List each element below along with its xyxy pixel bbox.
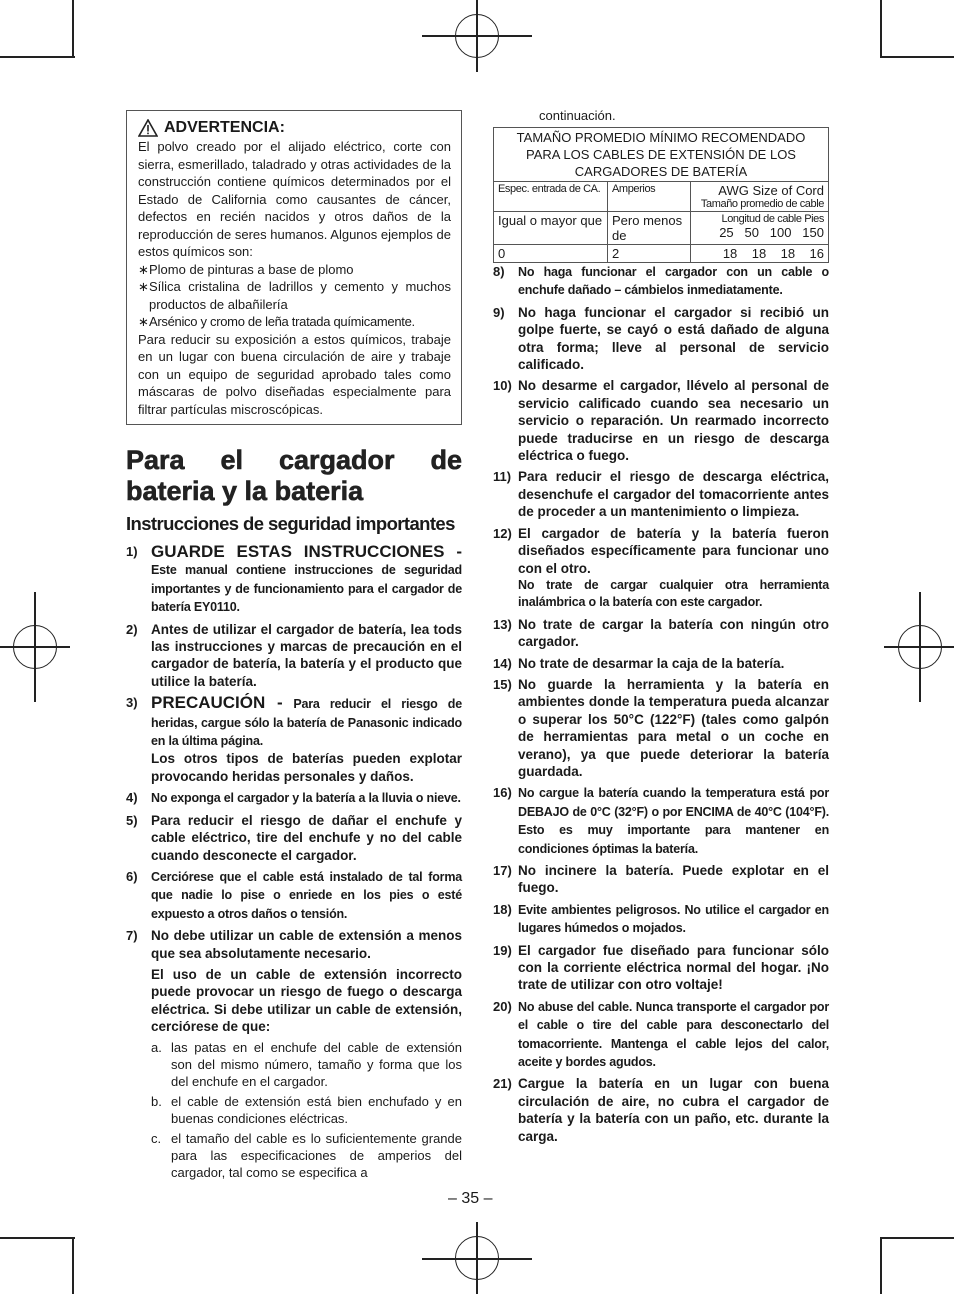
list-item: 18) Evite ambientes peligrosos. No utilice el cargador en lugares húmedos o mojados. [493, 901, 829, 936]
list-item: 16) No cargue la batería cuando la temperatura está por DEBAJO de 0°C (32°F) o por ENCIMA de 40°C (104°F). Esto es muy importante para mantener en condiciones óptimas la batería. [493, 785, 829, 856]
asterisk-icon: ∗ [138, 261, 149, 277]
list-item: 9) No haga funcionar el cargador si recibió un golpe fuerte, se cayó o está dañado de alguna otra forma; lleve al personal de servicio calificado. [493, 304, 829, 373]
table-cell: 18 18 18 16 [691, 245, 829, 263]
list-item: 20) No abuse del cable. Nunca transporte el cargador por el cable o tire del cable para desconectarlo del tomacorriente. Mantenga el cable lejos del calor, aceite y bordes agudos. [493, 998, 829, 1070]
crop-mark [880, 56, 954, 58]
sub-list-item: a. las patas en el enchufe del cable de extensión son del mismo número, tamaño y forma que los del enchufe en el cargador. [151, 1039, 462, 1090]
asterisk-icon: ∗ [138, 314, 149, 329]
list-item: 13) No trate de cargar la batería con ningún otro cargador. [493, 616, 829, 650]
extension-cord-table [493, 127, 829, 263]
warning-bullet: ∗Arsénico y cromo de leña tratada químicamente. [138, 314, 415, 329]
crop-mark [880, 1237, 954, 1239]
warning-bullet: ∗Sílica cristalina de ladrillos y cemento y muchos productos de albañilería [138, 279, 451, 312]
list-item: 21) Cargue la batería en un lugar con buena circulación de aire, no cubra el cargador de batería y la batería con un paño, etc. durante la carga. [493, 1076, 829, 1144]
left-column [126, 110, 462, 1186]
sub-list-item: c. el tamaño del cable es lo suficientemente grande para las especificaciones de amperios del cargador, tal como se especifica a [151, 1130, 462, 1181]
warning-body: El polvo creado por el alijado eléctrico, corte con sierra, esmerillado, taladrado y otras actividades de la construcción contiene químicos determinados por el Estado de California como causantes de cáncer, defectos en recién nacidos y otros daños de la reproducción de seres humanos. Algunos ejemplos de estos químicos son: [138, 139, 451, 259]
table-header: TAMAÑO PROMEDIO MÍNIMO RECOMENDADO PARA LOS CABLES DE EXTENSIÓN DE LOS CARGADORES DE BATERÍA [494, 128, 829, 182]
instruction-list [126, 543, 462, 1182]
instruction-list [493, 263, 829, 1145]
list-item: 15) No guarde la herramienta y la batería en ambientes donde la temperatura pueda alcanzar o superar los 50°C (122°F) (tales como galpón de herramientas para metal o un coche en verano), ya que puede deteriorar la batería guardada. [493, 676, 829, 779]
crop-mark [0, 56, 75, 58]
list-item: 14) No trate de desarmar la caja de la batería. [493, 655, 785, 671]
registration-mark-line [476, 0, 478, 72]
warning-closing: Para reducir su exposición a estos químicos, trabaje en un lugar con buena circulación de aire y trabaje con un equipo de seguridad aprobado tales como máscaras de polvo diseñadas especialmente para filtrar partículas miscroscópicas. [138, 331, 451, 417]
list-item: 8) No haga funcionar el cargador con un cable o enchufe dañado – cámbielos inmediatamente. [493, 264, 829, 298]
sub-list-item: b. el cable de extensión está bien enchufado y en buenas condiciones eléctricas. [151, 1093, 462, 1127]
table-cell: 2 [608, 245, 691, 263]
table-cell: Amperios [608, 182, 691, 212]
table-cell: AWG Size of Cord Tamaño promedio de cable [691, 182, 829, 212]
continuation-text: continuación. [539, 108, 616, 123]
crop-mark [0, 1237, 75, 1239]
section-title [126, 445, 462, 507]
registration-mark-line [34, 592, 36, 702]
list-item: 2) Antes de utilizar el cargador de batería, lea tods las instrucciones y marcas de precaución en el cargador de batería, la batería y el producto que utilice la batería. [126, 621, 462, 689]
list-item: 5) Para reducir el riesgo de dañar el enchufe y cable eléctrico, tire del enchufe y no del cable cuando desconecte el cargador. [126, 812, 462, 863]
warning-triangle-icon [138, 119, 158, 137]
list-item: 1) GUARDE ESTAS INSTRUCCIONES - Este manual contiene instrucciones de seguridad importantes y de funcionamiento para el cargador de batería EY0110. [126, 542, 462, 615]
warning-title: ADVERTENCIA: [164, 119, 285, 137]
table-cell: Espec. entrada de CA. [494, 182, 608, 212]
warning-heading [138, 119, 451, 137]
crop-mark [72, 0, 74, 58]
registration-mark-line [476, 1222, 478, 1294]
table-cell: Igual o mayor que [494, 212, 608, 245]
table-cell: Longitud de cable Pies 25 50 100 150 [691, 212, 829, 245]
page-number: – 35 – [448, 1190, 493, 1207]
right-column [493, 108, 829, 1149]
section-title-line: bateria y la bateria [126, 476, 364, 506]
warning-box [126, 110, 462, 425]
list-item: 10) No desarme el cargador, llévelo al personal de servicio calificado cuando sea necesario un servicio o reparación. Un rearmado incorrecto puede traducirse en un riesgo de descarga eléctrica o fuego. [493, 378, 829, 464]
list-item: 11) Para reducir el riesgo de descarga eléctrica, desenchufe el cargador del tomacorriente antes de proceder a un mantenimiento o limpieza. [493, 469, 829, 520]
crop-mark [72, 1237, 74, 1294]
section-title-line: Para el cargador de [126, 445, 462, 475]
list-item: 6) Cerciórese que el cable está instalado de tal forma que nadie lo pise o enriede en los pies o esté expuesto a otros daños o tensión. [126, 868, 462, 921]
crop-mark [880, 0, 882, 58]
table-cell: Pero menos de [608, 212, 691, 245]
list-item: 19) El cargador fue diseñado para funcionar sólo con la corriente eléctrica normal del hogar. ¡No trate de utilizar con otro voltaje! [493, 942, 829, 993]
asterisk-icon: ∗ [138, 279, 149, 294]
warning-bullet: ∗Plomo de pinturas a base de plomo [138, 261, 354, 277]
sub-list [151, 1039, 462, 1182]
list-item: 4) No exponga el cargador y la batería a la lluvia o nieve. [126, 790, 461, 806]
list-item: 3) PRECAUCIÓN - Para reducir el riesgo de heridas, cargue sólo la batería de Panasonic indicado en la última página. Los otros tipos de baterías pueden explotar provocando heridas personales y daños. [126, 693, 462, 784]
list-item: 17) No incinere la batería. Puede explotar en el fuego. [493, 863, 829, 896]
list-item: 12) El cargador de batería y la batería fueron diseñados específicamente para funcionar uno con el otro. No trate de cargar cualquier otra herramienta inalámbrica o la batería con este cargador. [493, 525, 829, 610]
table-cell: 0 [494, 245, 608, 263]
list-item: 7) No debe utilizar un cable de extensión a menos que sea absolutamente necesario. El uso de un cable de extensión incorrecto puede provocar un riesgo de fuego o descarga eléctrica. Si debe utilizar un cable de extensión, cerciórese de que: a. las patas en el enchufe del cable de extensión son del mismo número, tamaño y forma que los del enchufe en el cargador. b. el cable de extensión está bien enchufado y en buenas condiciones eléctricas. c. el tamaño del cable es lo suficientemente grande para las especificaciones de amperios del cargador, tal como se especifica a [126, 928, 462, 1181]
section-subtitle: Instrucciones de seguridad importantes [126, 513, 455, 534]
crop-mark [880, 1237, 882, 1294]
registration-mark-line [919, 592, 921, 702]
